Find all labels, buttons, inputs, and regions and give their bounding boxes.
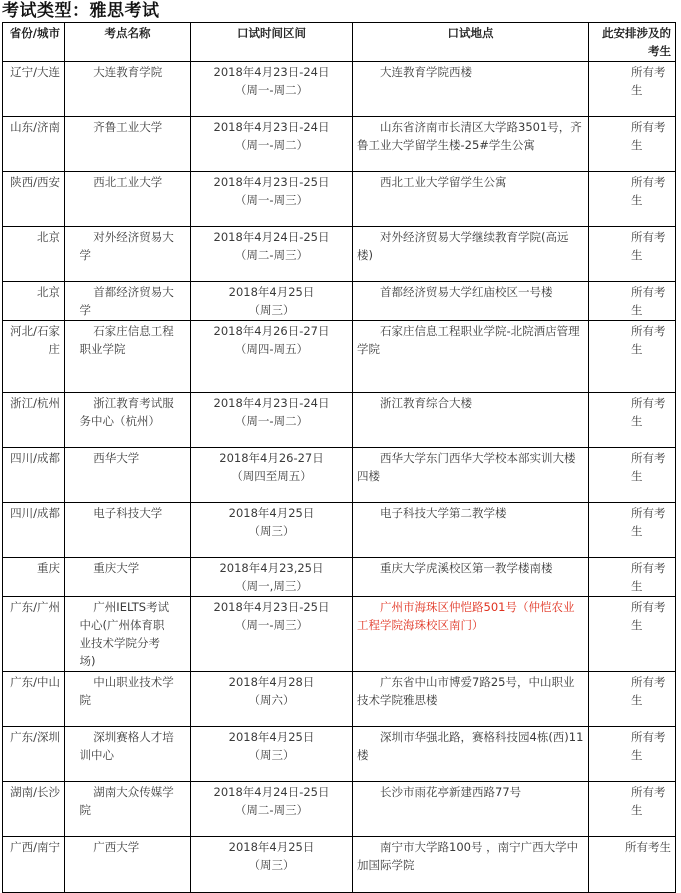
weekday-text: （周四至周五） — [231, 469, 312, 483]
candidates-text: 所有考生 — [631, 785, 666, 817]
weekday-text: （周一-周三） — [234, 193, 309, 207]
date-cell — [191, 321, 353, 393]
date-text: 2018年4月23日-25日 — [213, 175, 330, 189]
table-row — [3, 227, 676, 282]
region-text: 湖南/长沙 — [10, 785, 60, 799]
region-cell — [3, 227, 65, 282]
date-cell — [191, 448, 353, 503]
date-text: 2018年4月23日-24日 — [213, 120, 330, 134]
region-cell — [3, 837, 65, 893]
location-cell — [353, 172, 589, 227]
location-text: 对外经济贸易大学继续教育学院(高远楼) — [357, 230, 569, 262]
location-text: 西北工业大学留学生公寓 — [380, 175, 507, 189]
candidates-cell — [589, 672, 676, 727]
region-cell — [3, 597, 65, 672]
date-cell — [191, 837, 353, 893]
date-text: 2018年4月25日 — [228, 840, 315, 854]
venue-text: 对外经济贸易大学 — [79, 230, 174, 262]
table-row — [3, 558, 676, 597]
header-candidates: 此安排涉及的考生 — [589, 23, 676, 62]
region-cell — [3, 672, 65, 727]
region-text: 四川/成都 — [10, 506, 60, 520]
venue-cell — [65, 837, 191, 893]
location-text: 大连教育学院西楼 — [380, 65, 472, 79]
location-text: 浙江教育综合大楼 — [380, 396, 472, 410]
table-row — [3, 672, 676, 727]
region-cell — [3, 282, 65, 321]
candidates-cell — [589, 837, 676, 893]
candidates-text: 所有考生 — [631, 120, 666, 152]
page-title: 考试类型：雅思考试 — [2, 1, 160, 21]
weekday-text: （周一,周三） — [235, 579, 308, 593]
weekday-text: （周三） — [248, 303, 295, 317]
location-cell — [353, 782, 589, 837]
weekday-text: （周四-周五） — [234, 342, 309, 356]
region-text: 广西/南宁 — [10, 840, 60, 854]
date-text: 2018年4月23日-25日 — [213, 600, 330, 614]
location-text: 西华大学东门西华大学校本部实训大楼四楼 — [357, 451, 576, 483]
date-text: 2018年4月25日 — [228, 285, 315, 299]
table-row — [3, 282, 676, 321]
location-text: 电子科技大学第二教学楼 — [380, 506, 507, 520]
venue-text: 广州IELTS考试中心(广州体育职业技术学院分考场) — [79, 600, 170, 668]
candidates-cell — [589, 227, 676, 282]
candidates-text: 所有考生 — [631, 730, 666, 762]
date-cell — [191, 727, 353, 782]
header-region: 省份/城市 — [3, 23, 65, 62]
candidates-text: 所有考生 — [631, 506, 666, 538]
region-text: 广东/广州 — [10, 600, 60, 614]
location-cell — [353, 393, 589, 448]
candidates-text: 所有考生 — [631, 396, 666, 428]
weekday-text: （周一-周二） — [234, 414, 309, 428]
region-cell — [3, 321, 65, 393]
region-cell — [3, 448, 65, 503]
venue-cell — [65, 448, 191, 503]
location-text: 石家庄信息工程职业学院-北院酒店管理学院 — [357, 324, 580, 356]
region-text: 浙江/杭州 — [10, 396, 60, 410]
table-row — [3, 321, 676, 393]
venue-cell — [65, 117, 191, 172]
candidates-text: 所有考生 — [631, 675, 666, 707]
venue-cell — [65, 282, 191, 321]
venue-text: 广西大学 — [93, 840, 140, 854]
location-text: 广州市海珠区仲恺路501号（仲恺农业工程学院海珠校区南门） — [357, 600, 575, 632]
candidates-text: 所有考生 — [631, 324, 666, 356]
candidates-cell — [589, 782, 676, 837]
location-cell — [353, 837, 589, 893]
weekday-text: （周三） — [248, 858, 295, 872]
location-text: 山东省济南市长清区大学路3501号，齐鲁工业大学留学生楼-25#学生公寓 — [357, 120, 582, 152]
date-text: 2018年4月23日-24日 — [213, 396, 330, 410]
date-text: 2018年4月25日 — [228, 506, 315, 520]
location-cell — [353, 597, 589, 672]
candidates-text: 所有考生 — [631, 285, 666, 317]
table-row — [3, 597, 676, 672]
candidates-cell — [589, 393, 676, 448]
date-cell — [191, 117, 353, 172]
venue-text: 深圳赛格人才培训中心 — [79, 730, 174, 762]
region-text: 北京 — [37, 285, 60, 299]
venue-text: 石家庄信息工程职业学院 — [79, 324, 174, 356]
region-text: 山东/济南 — [10, 120, 60, 134]
location-cell — [353, 321, 589, 393]
venue-cell — [65, 321, 191, 393]
venue-text: 中山职业技术学院 — [79, 675, 174, 707]
region-cell — [3, 117, 65, 172]
region-text: 陕西/西安 — [10, 175, 60, 189]
venue-cell — [65, 558, 191, 597]
location-text: 深圳市华强北路，赛格科技园4栋(西)11楼 — [357, 730, 584, 762]
table-header-row — [3, 23, 676, 62]
date-text: 2018年4月24日-25日 — [213, 785, 330, 799]
date-cell — [191, 282, 353, 321]
header-venue: 考点名称 — [65, 23, 191, 62]
weekday-text: （周三） — [248, 524, 295, 538]
table-row — [3, 837, 676, 893]
date-text: 2018年4月23,25日 — [219, 561, 324, 575]
header-date: 口试时间区间 — [191, 23, 353, 62]
exam-schedule-table — [2, 22, 676, 893]
location-cell — [353, 117, 589, 172]
region-cell — [3, 782, 65, 837]
date-cell — [191, 227, 353, 282]
weekday-text: （周二-周三） — [234, 803, 309, 817]
weekday-text: （周一-周二） — [234, 138, 309, 152]
candidates-cell — [589, 62, 676, 117]
venue-cell — [65, 672, 191, 727]
weekday-text: （周六） — [248, 693, 295, 707]
weekday-text: （周二-周三） — [234, 248, 309, 262]
candidates-text: 所有考生 — [631, 65, 666, 97]
date-cell — [191, 172, 353, 227]
region-text: 北京 — [37, 230, 60, 244]
region-text: 广东/中山 — [10, 675, 60, 689]
candidates-text: 所有考生 — [631, 561, 666, 593]
venue-cell — [65, 727, 191, 782]
candidates-cell — [589, 117, 676, 172]
location-text: 长沙市雨花亭新建西路77号 — [380, 785, 522, 799]
venue-cell — [65, 782, 191, 837]
table-row — [3, 117, 676, 172]
date-cell — [191, 503, 353, 558]
venue-text: 西华大学 — [93, 451, 140, 465]
location-text: 首都经济贸易大学红庙校区一号楼 — [380, 285, 553, 299]
candidates-cell — [589, 727, 676, 782]
venue-text: 重庆大学 — [93, 561, 140, 575]
venue-cell — [65, 227, 191, 282]
table-row — [3, 393, 676, 448]
region-text: 辽宁/大连 — [10, 65, 60, 79]
candidates-text: 所有考生 — [631, 600, 666, 632]
location-text: 广东省中山市博爱7路25号，中山职业技术学院雅思楼 — [357, 675, 575, 707]
region-cell — [3, 393, 65, 448]
venue-text: 大连教育学院 — [93, 65, 163, 79]
region-cell — [3, 503, 65, 558]
venue-text: 浙江教育考试服务中心（杭州） — [79, 396, 174, 428]
location-cell — [353, 62, 589, 117]
date-cell — [191, 558, 353, 597]
candidates-cell — [589, 503, 676, 558]
location-cell — [353, 282, 589, 321]
date-text: 2018年4月24日-25日 — [213, 230, 330, 244]
table-row — [3, 727, 676, 782]
venue-text: 齐鲁工业大学 — [93, 120, 163, 134]
date-cell — [191, 393, 353, 448]
candidates-cell — [589, 558, 676, 597]
region-cell — [3, 172, 65, 227]
candidates-cell — [589, 597, 676, 672]
candidates-text: 所有考生 — [631, 451, 666, 483]
weekday-text: （周一-周三） — [234, 618, 309, 632]
table-row — [3, 503, 676, 558]
location-cell — [353, 558, 589, 597]
venue-text: 首都经济贸易大学 — [79, 285, 174, 317]
location-text: 重庆大学虎溪校区第一教学楼南楼 — [380, 561, 553, 575]
candidates-text: 所有考生 — [625, 840, 671, 854]
date-cell — [191, 597, 353, 672]
weekday-text: （周三） — [248, 748, 295, 762]
venue-text: 西北工业大学 — [93, 175, 163, 189]
date-cell — [191, 672, 353, 727]
region-text: 重庆 — [37, 561, 60, 575]
header-location: 口试地点 — [353, 23, 589, 62]
weekday-text: （周一-周二） — [234, 83, 309, 97]
date-text: 2018年4月26-27日 — [219, 451, 324, 465]
candidates-cell — [589, 172, 676, 227]
location-cell — [353, 227, 589, 282]
candidates-cell — [589, 321, 676, 393]
table-row — [3, 782, 676, 837]
date-text: 2018年4月28日 — [228, 675, 315, 689]
venue-text: 电子科技大学 — [93, 506, 163, 520]
venue-text: 湖南大众传媒学院 — [79, 785, 174, 817]
location-cell — [353, 727, 589, 782]
date-text: 2018年4月23日-24日 — [213, 65, 330, 79]
candidates-text: 所有考生 — [631, 230, 666, 262]
date-text: 2018年4月25日 — [228, 730, 315, 744]
table-row — [3, 172, 676, 227]
region-text: 广东/深圳 — [10, 730, 60, 744]
date-cell — [191, 62, 353, 117]
location-cell — [353, 503, 589, 558]
region-cell — [3, 62, 65, 117]
location-cell — [353, 448, 589, 503]
region-cell — [3, 727, 65, 782]
date-cell — [191, 782, 353, 837]
venue-cell — [65, 393, 191, 448]
table-row — [3, 62, 676, 117]
region-cell — [3, 558, 65, 597]
venue-cell — [65, 62, 191, 117]
candidates-cell — [589, 448, 676, 503]
candidates-text: 所有考生 — [631, 175, 666, 207]
candidates-cell — [589, 282, 676, 321]
region-text: 河北/石家庄 — [10, 324, 60, 356]
venue-cell — [65, 172, 191, 227]
venue-cell — [65, 503, 191, 558]
table-row — [3, 448, 676, 503]
region-text: 四川/成都 — [10, 451, 60, 465]
location-text: 南宁市大学路100号 ，南宁广西大学中加国际学院 — [357, 840, 579, 872]
date-text: 2018年4月26日-27日 — [213, 324, 330, 338]
location-cell — [353, 672, 589, 727]
venue-cell — [65, 597, 191, 672]
